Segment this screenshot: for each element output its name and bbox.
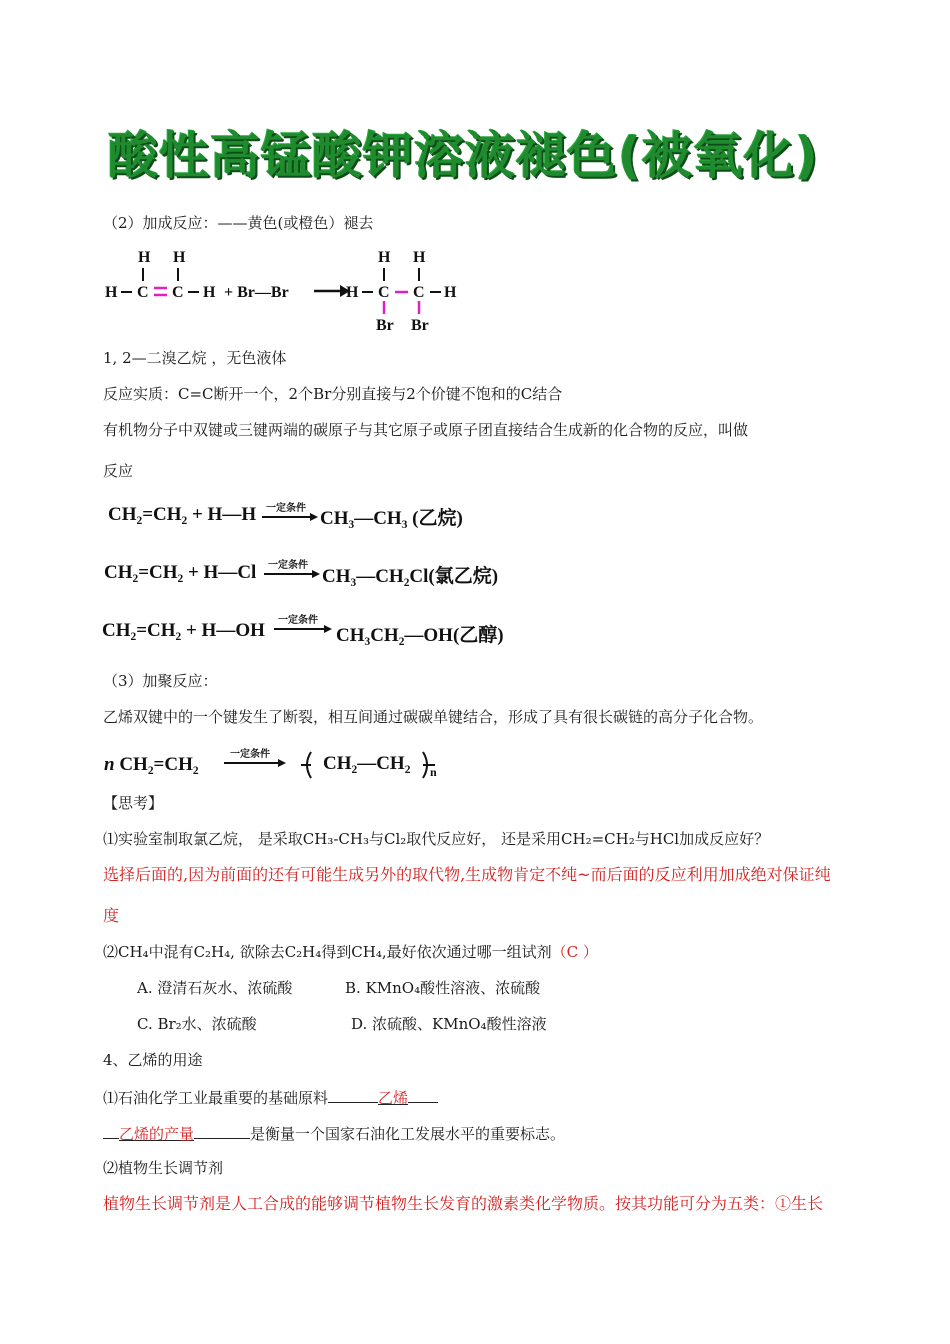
use-1: ⑴石油化学工业最重要的基础原料 乙烯 <box>103 1086 438 1108</box>
atom-c: C <box>413 284 425 301</box>
reaction-essence: 反应实质：C=C断开一个，2个Br分别直接与2个价键不饱和的C结合 <box>103 385 563 403</box>
atom-h: H <box>413 249 426 266</box>
reaction-condition: 一定条件 <box>278 615 318 626</box>
question-1: ⑴实验室制取氯乙烷， 是采取CH₃-CH₃与Cl₂取代反应好， 还是采用CH₂=CH₂与HCl加成反应好？ <box>103 830 770 848</box>
option-d: D. 浓硫酸、KMnO₄酸性溶液 <box>351 1015 547 1033</box>
equation-hydrogen-lhs: CH₂=CH₂ + H—H <box>108 504 257 525</box>
reaction-arrow <box>264 569 320 579</box>
definition-text: 有机物分子中双键或三键两端的碳原子与其它原子或原子团直接结合生成新的化合物的反应，叫做 <box>103 421 749 439</box>
equation-hydrogen-rhs: CH₃—CH₃ (乙烷) <box>320 508 463 529</box>
atom-h: H <box>138 249 151 266</box>
atom-c: C <box>172 284 184 301</box>
reaction-arrow <box>224 758 286 768</box>
polymer-repeat-unit: CH₂—CH₂ <box>323 753 411 774</box>
product-ethanol: (乙醇) <box>452 625 504 646</box>
reaction-arrow <box>274 624 332 634</box>
atom-c: C <box>137 284 149 301</box>
reaction-condition: 一定条件 <box>268 560 308 571</box>
section-polymerization-title: （3）加聚反应： <box>103 672 218 690</box>
product-name: 1, 2—二溴乙烷 ，无色液体 <box>103 349 287 367</box>
coefficient-n: n <box>104 754 115 775</box>
polymerization-lhs: n CH₂=CH₂ <box>104 754 199 775</box>
question-2-answer: （C ） <box>551 943 598 961</box>
atom-h: H <box>378 249 391 266</box>
answer-1-end: 度 <box>103 906 120 925</box>
definition-text-end: 反应 <box>103 462 134 480</box>
atom-h: H <box>173 249 186 266</box>
use-1-answer: 乙烯 <box>378 1089 409 1107</box>
atom-h: H <box>346 284 359 301</box>
section-addition-title: （2）加成反应：——黄色(或橙色）褪去 <box>103 214 374 232</box>
structural-formula-reaction <box>100 246 480 336</box>
reaction-arrow <box>262 512 318 522</box>
option-c: C. Br₂水、浓硫酸 <box>137 1015 257 1033</box>
use-1b-answer: 乙烯的产量 <box>119 1125 195 1143</box>
option-a: A. 澄清石灰水、浓硫酸 <box>137 979 293 997</box>
equation-water-lhs: CH₂=CH₂ + H—OH <box>102 620 265 641</box>
think-heading: 【思考】 <box>103 794 164 812</box>
atom-c: C <box>378 284 390 301</box>
polymerization-description: 乙烯双键中的一个键发生了断裂，相互间通过碳碳单键结合，形成了具有很长碳链的高分子化合物。 <box>103 708 764 726</box>
atom-h: H <box>105 284 118 301</box>
equation-water-rhs: CH₃CH₂—OH(乙醇) <box>336 625 504 646</box>
reaction-condition: 一定条件 <box>230 749 270 760</box>
answer-1: 选择后面的,因为前面的还有可能生成另外的取代物,生成物肯定不纯~而后面的反应利用加成绝对保证纯 <box>103 865 831 884</box>
atom-h: H <box>203 284 216 301</box>
use-1-continued: 乙烯的产量 是衡量一个国家石油化工发展水平的重要标志。 <box>103 1122 565 1144</box>
equation-hcl-lhs: CH₂=CH₂ + H—Cl <box>104 562 257 583</box>
option-b: B. KMnO₄酸性溶液、浓硫酸 <box>345 979 541 997</box>
reaction-condition: 一定条件 <box>266 503 306 514</box>
section-uses-title: 4、乙烯的用途 <box>103 1051 203 1069</box>
bromine-molecule: + Br—Br <box>224 284 289 301</box>
banner-title: 酸性高锰酸钾溶液褪色(被氧化) <box>108 127 819 185</box>
atom-br: Br <box>411 317 429 334</box>
product-chloroethane: (氯乙烷) <box>428 566 499 587</box>
use-2-text: 植物生长调节剂是人工合成的能够调节植物生长发育的激素类化学物质。按其功能可分为五类：①生长 <box>103 1194 824 1213</box>
use-2-title: ⑵植物生长调节剂 <box>103 1159 224 1177</box>
polymer-subscript-n: n <box>430 765 437 779</box>
product-ethane: (乙烷) <box>412 508 463 529</box>
equation-hcl-rhs: CH₃—CH₂Cl(氯乙烷) <box>322 566 499 587</box>
atom-h: H <box>444 284 457 301</box>
atom-br: Br <box>376 317 394 334</box>
question-2: ⑵CH₄中混有C₂H₄, 欲除去C₂H₄得到CH₄,最好依次通过哪一组试剂（C ） <box>103 943 598 961</box>
